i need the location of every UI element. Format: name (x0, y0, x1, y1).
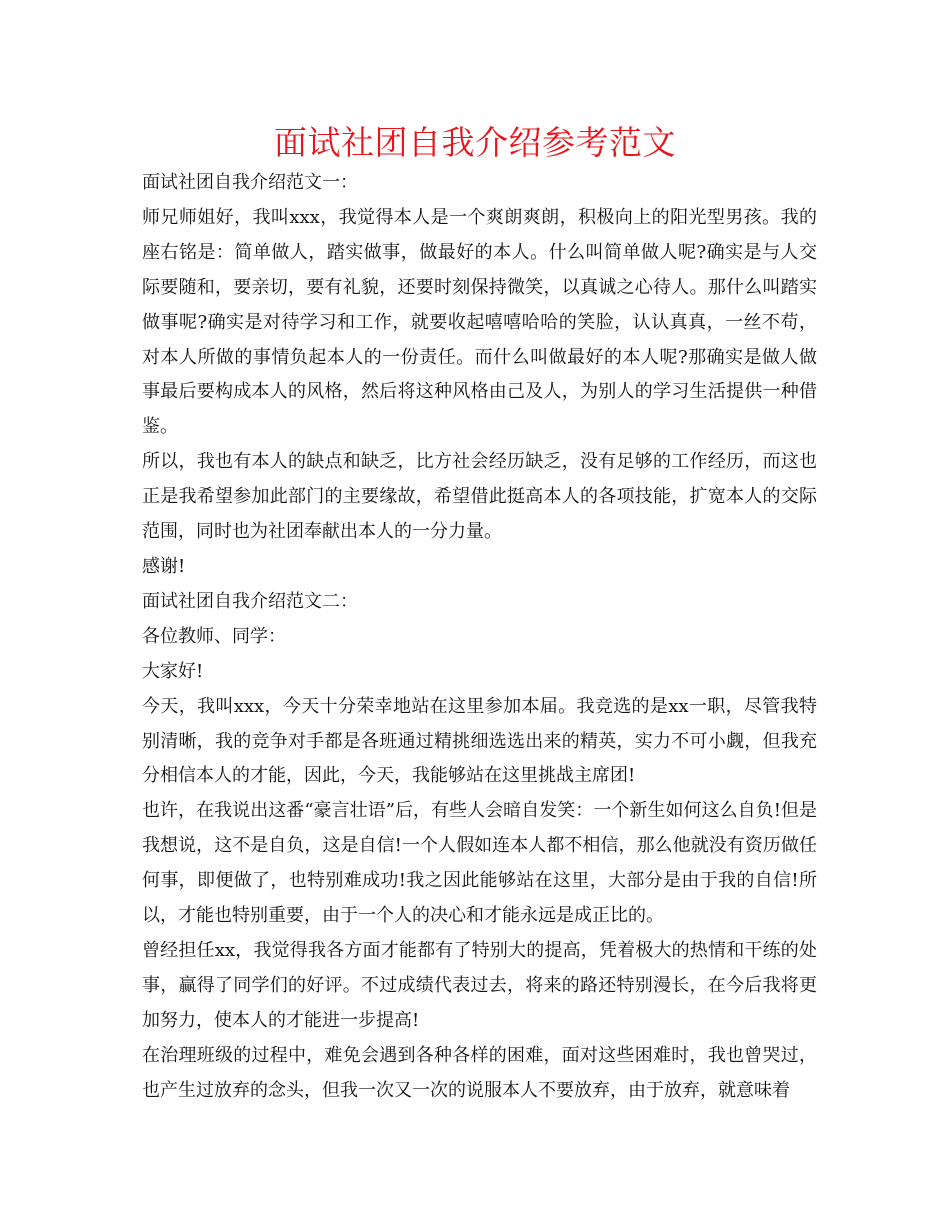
document-title: 面试社团自我介绍参考范文 (274, 123, 676, 162)
paragraph: 也许，在我说出这番“豪言壮语”后，有些人会暗自发笑：一个新生如何这么自负!但是我想说，这不是自负，这是自信!一个人假如连本人都不相信，那么他就没有资历做任何事，即便做了，也特别难成功!我之因此能够站在这里，大部分是由于我的自信!所以，才能也特别重要，由于一个人的决心和才能永远是成正比的。 (142, 800, 817, 927)
paragraph: 所以，我也有本人的缺点和缺乏，比方社会经历缺乏，没有足够的工作经历，而这也正是我希望参加此部门的主要缘故，希望借此挺高本人的各项技能，扩宽本人的交际范围，同时也为社团奉献出本人的一分力量。 (142, 451, 817, 543)
paragraph: 师兄师姐好，我叫xxx，我觉得本人是一个爽朗爽朗，积极向上的阳光型男孩。我的座右铭是：简单做人，踏实做事，做最好的本人。什么叫简单做人呢?确实是与人交际要随和，要亲切，要有礼貌，还要时刻保持微笑，以真诚之心待人。那什么叫踏实做事呢?确实是对待学习和工作，就要收起嘻嘻哈哈的笑脸，认认真真，一丝不苟，对本人所做的事情负起本人的一份责任。而什么叫做最好的本人呢?那确实是做人做事最后要构成本人的风格，然后将这种风格由己及人，为别人的学习生活提供一种借鉴。 (142, 206, 817, 438)
paragraph: 在治理班级的过程中，难免会遇到各种各样的困难，面对这些困难时，我也曾哭过，也产生过放弃的念头，但我一次又一次的说服本人不要放弃，由于放弃，就意味着 (142, 1044, 817, 1101)
paragraph-heading-sample-two: 面试社团自我介绍范文二： (142, 590, 358, 612)
paragraph: 曾经担任xx，我觉得我各方面才能都有了特别大的提高，凭着极大的热情和干练的处事，赢得了同学们的好评。不过成绩代表过去，将来的路还特别漫长，在今后我将更加努力，使本人的才能进一步提高! (142, 939, 817, 1031)
paragraph-salutation: 各位教师、同学： (142, 625, 286, 647)
paragraph-greeting: 大家好! (142, 660, 204, 682)
paragraph: 今天，我叫xxx，今天十分荣幸地站在这里参加本届。我竞选的是xx一职，尽管我特别清晰，我的竞争对手都是各班通过精挑细选选出来的精英，实力不可小觑，但我充分相信本人的才能，因此，今天，我能够站在这里挑战主席团! (142, 695, 817, 787)
paragraph-heading-sample-one: 面试社团自我介绍范文一： (142, 172, 358, 193)
document-body (142, 166, 817, 1108)
paragraph: 感谢! (142, 555, 186, 577)
